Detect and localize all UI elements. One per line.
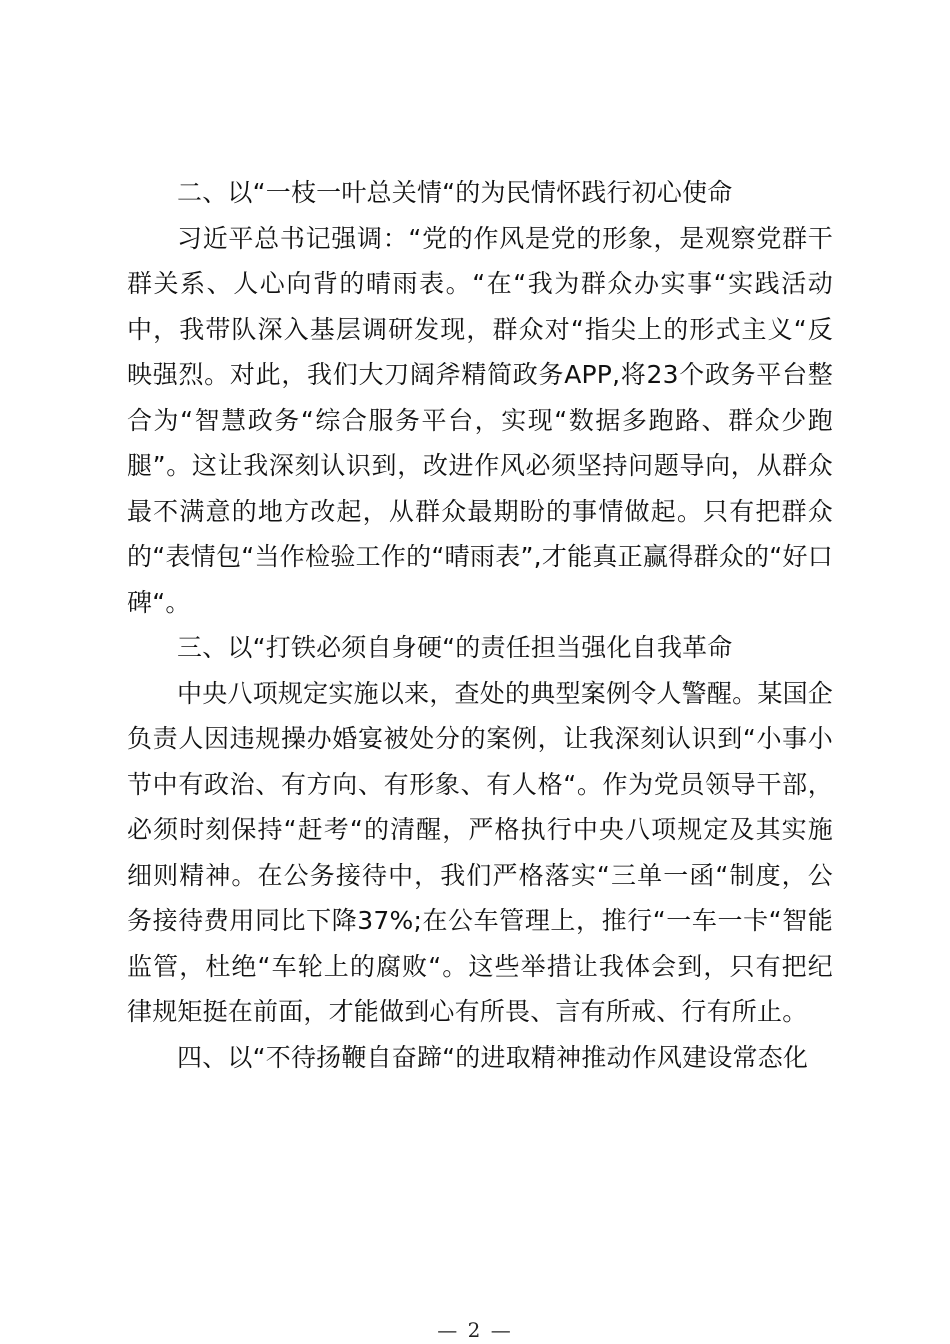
section-heading-2: 二、以“一枝一叶总关情“的为民情怀践行初心使命 [177,178,733,207]
document-body [127,170,833,1080]
page-number: — 2 — [437,1318,513,1342]
body-paragraph-3: 中央八项规定实施以来，查处的典型案例令人警醒。某国企负责人因违规操办婚宴被处分的案例，让我深刻认识到“小事小节中有政治、有方向、有形象、有人格“。作为党员领导干部，必须时刻保持“赶考“的清醒，严格执行中央八项规定及其实施细则精神。在公务接待中，我们严格落实“三单一函“制度，公务接待费用同比下降37%;在公车管理上，推行“一车一卡“智能监管，杜绝“车轮上的腐败“。这些举措让我体会到，只有把纪律规矩挺在前面，才能做到心有所畏、言有所戒、行有所止。 [127,678,833,1026]
section-heading-4: 四、以“不待扬鞭自奋蹄“的进取精神推动作风建设常态化 [177,1042,809,1072]
section-heading-3: 三、以“打铁必须自身硬“的责任担当强化自我革命 [177,633,733,662]
body-paragraph-2: 习近平总书记强调：“党的作风是党的形象，是观察党群干群关系、人心向背的晴雨表。“在“我为群众办实事“实践活动中，我带队深入基层调研发现，群众对“指尖上的形式主义“反映强烈。对此，我们大刀阔斧精简政务APP,将23个政务平台整合为“智慧政务“综合服务平台，实现“数据多跑路、群众少跑腿”。这让我深刻认识到，改进作风必须坚持问题导向，从群众最不满意的地方改起，从群众最期盼的事情做起。只有把群众的“表情包“当作检验工作的“晴雨表”,才能真正赢得群众的“好口碑“。 [127,223,833,617]
